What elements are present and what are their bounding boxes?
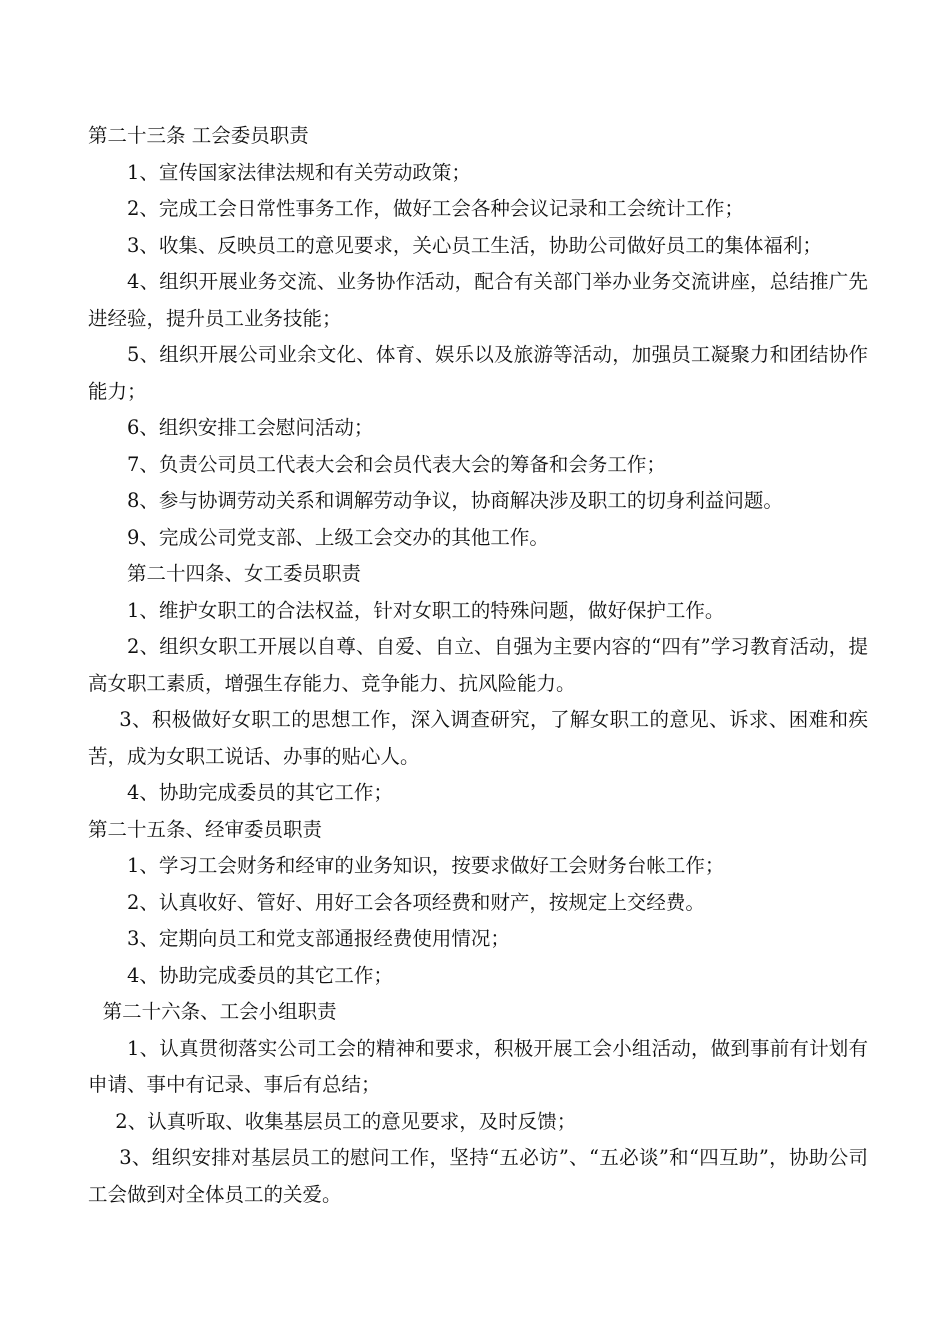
article-23-title: 第二十三条 工会委员职责 [88, 124, 309, 147]
article-24-item-3: 3、积极做好女职工的思想工作，深入调查研究，了解女职工的意见、诉求、困难和疾苦，成为女职工说话、办事的贴心人。 [88, 708, 868, 768]
article-23-item-1: 1、宣传国家法律法规和有关劳动政策； [127, 160, 471, 184]
article-24-item-2: 2、组织女职工开展以自尊、自爱、自立、自强为主要内容的“四有”学习教育活动，提高女职工素质，增强生存能力、竞争能力、抗风险能力。 [88, 635, 868, 695]
article-23-item-4: 4、组织开展业务交流、业务协作活动，配合有关部门举办业务交流讲座，总结推广先进经验，提升员工业务技能； [88, 270, 868, 330]
article-23-item-7: 7、负责公司员工代表大会和会员代表大会的筹备和会务工作； [127, 452, 666, 476]
article-24-title: 第二十四条、女工委员职责 [127, 562, 362, 585]
article-26-item-1: 1、认真贯彻落实公司工会的精神和要求，积极开展工会小组活动，做到事前有计划有申请、事中有记录、事后有总结； [88, 1036, 868, 1096]
article-23-item-3: 3、收集、反映员工的意见要求，关心员工生活，协助公司做好员工的集体福利； [127, 233, 822, 257]
article-23-item-5: 5、组织开展公司业余文化、体育、娱乐以及旅游等活动，加强员工凝聚力和团结协作能力； [88, 343, 868, 403]
article-23-item-2: 2、完成工会日常性事务工作，做好工会各种会议记录和工会统计工作； [127, 197, 744, 220]
article-24-item-1: 1、维护女职工的合法权益，针对女职工的特殊问题，做好保护工作。 [127, 598, 725, 622]
article-23-item-6: 6、组织安排工会慰问活动； [127, 416, 374, 439]
article-25-item-1: 1、学习工会财务和经审的业务知识，按要求做好工会财务台帐工作； [127, 854, 725, 877]
article-25-item-3: 3、定期向员工和党支部通报经费使用情况； [127, 927, 510, 950]
article-26-title: 第二十六条、工会小组职责 [102, 1000, 337, 1023]
article-25-item-2: 2、认真收好、管好、用好工会各项经费和财产，按规定上交经费。 [127, 890, 705, 914]
article-23-item-8: 8、参与协调劳动关系和调解劳动争议，协商解决涉及职工的切身利益问题。 [127, 489, 783, 512]
document-body [88, 118, 868, 1213]
article-25-item-4: 4、协助完成委员的其它工作； [127, 963, 393, 987]
article-24-item-4: 4、协助完成委员的其它工作； [127, 781, 393, 804]
article-26-item-2: 2、认真听取、收集基层员工的意见要求，及时反馈； [115, 1109, 577, 1133]
article-26-item-3: 3、组织安排对基层员工的慰问工作，坚持“五必访”、“五必谈”和“四互助”，协助公司工会做到对全体员工的关爱。 [88, 1146, 868, 1206]
article-23-item-9: 9、完成公司党支部、上级工会交办的其他工作。 [127, 525, 549, 549]
article-25-title: 第二十五条、经审委员职责 [88, 817, 323, 841]
